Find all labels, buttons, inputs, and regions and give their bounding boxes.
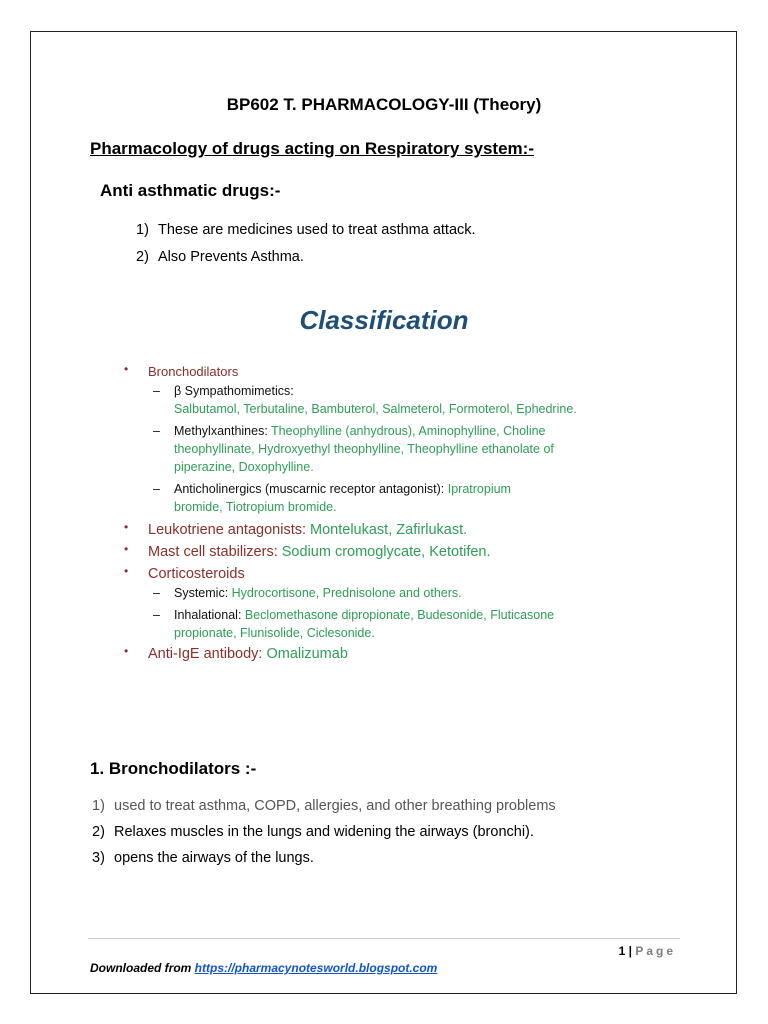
dash-icon: – — [153, 384, 160, 398]
class-item-leukotriene: • Leukotriene antagonists: Montelukast, Zafirlukast. — [124, 520, 468, 538]
class-item-anti-ige: • Anti-IgE antibody: Omalizumab — [124, 644, 348, 662]
document-title: BP602 T. PHARMACOLOGY-III (Theory) — [226, 95, 542, 114]
dash-icon: – — [153, 424, 160, 438]
bullet-icon: • — [124, 520, 129, 534]
class-item-mast-cell: • Mast cell stabilizers: Sodium cromoglycate, Ketotifen. — [124, 542, 491, 560]
bullet-icon: • — [124, 362, 129, 376]
dash-icon: – — [153, 482, 160, 496]
intro-list — [136, 221, 476, 275]
download-source: Downloaded from https://pharmacynotesworld.blogspot.com — [90, 961, 438, 975]
footer-divider — [88, 938, 680, 939]
subclass-systemic: – Systemic: Hydrocortisone, Prednisolone and others. — [153, 586, 462, 600]
list-item: 2) Relaxes muscles in the lungs and widening the airways (bronchi). — [92, 824, 534, 840]
subclass-sympathomimetics: – β Sympathomimetics: Salbutamol, Terbutaline, Bambuterol, Salmeterol, Formoterol, Ephedrine. — [153, 384, 577, 416]
dash-icon: – — [153, 586, 160, 600]
classification-list — [124, 362, 644, 664]
class-item-bronchodilators: • Bronchodilators – β Sympathomimetics: Salbutamol, Terbutaline, Bambuterol, Salmeterol, Formoterol, Ephedrine. – Methylxanthines: Theophylline (anhydrous), Aminophylline, Choline theophyllinate, Hydroxyethyl theophylline, Theophylline ethanolate of piperazine, Doxophylline. – Anticholinergics (muscarnic receptor antagonist): Ipratropium bromide, Tiotropium bromide. — [124, 362, 644, 516]
bronchodilators-list — [92, 797, 556, 875]
sub-heading: Anti asthmatic drugs:- — [100, 181, 281, 200]
page-number: 1 | Page — [618, 944, 676, 958]
subclass-anticholinergics: – Anticholinergics (muscarnic receptor antagonist): Ipratropium bromide, Tiotropium bromide. — [153, 482, 511, 514]
subclass-methylxanthines: – Methylxanthines: Theophylline (anhydrous), Aminophylline, Choline theophyllinate, Hydroxyethyl theophylline, Theophylline ethanolate of piperazine, Doxophylline. — [153, 424, 554, 474]
subclass-inhalational: – Inhalational: Beclomethasone dipropionate, Budesonide, Fluticasone propionate, Flunisolide, Ciclesonide. — [153, 608, 555, 640]
source-link[interactable]: https://pharmacynotesworld.blogspot.com — [194, 961, 438, 975]
list-item: 1) used to treat asthma, COPD, allergies, and other breathing problems — [92, 798, 556, 814]
bullet-icon: • — [124, 564, 129, 578]
bullet-icon: • — [124, 542, 129, 556]
dash-icon: – — [153, 608, 160, 622]
classification-title: Classification — [299, 305, 469, 335]
list-item: 3) opens the airways of the lungs. — [92, 850, 314, 866]
list-item: 2) Also Prevents Asthma. — [136, 249, 304, 265]
bronchodilators-heading: 1. Bronchodilators :- — [90, 759, 257, 778]
bullet-icon: • — [124, 644, 129, 658]
class-item-corticosteroids: • Corticosteroids – Systemic: Hydrocortisone, Prednisolone and others. – Inhalational: Beclomethasone dipropionate, Budesonide, Fluticasone propionate, Flunisolide, Ciclesonide. — [124, 564, 644, 642]
section-heading: Pharmacology of drugs acting on Respiratory system:- — [90, 139, 534, 158]
list-item: 1) These are medicines used to treat asthma attack. — [136, 222, 476, 238]
